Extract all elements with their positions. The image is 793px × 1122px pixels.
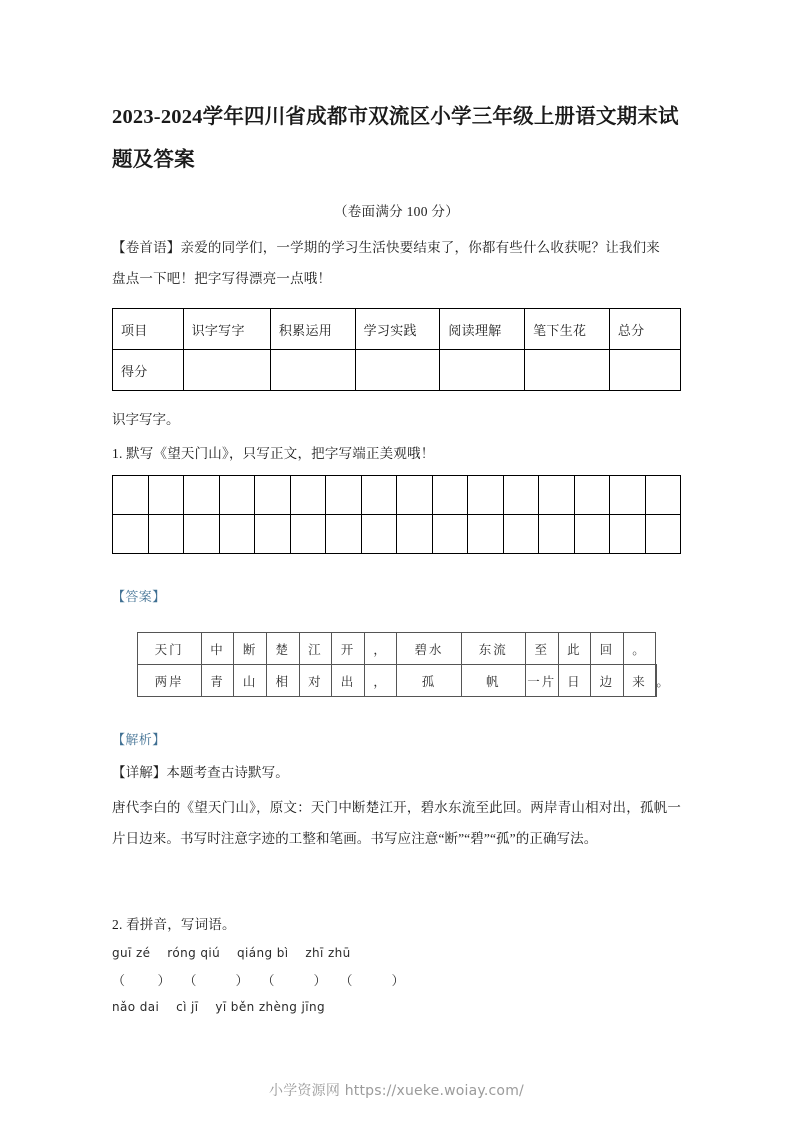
answer-label: 【答案】 [112, 589, 166, 604]
poem-grid-row [137, 665, 656, 697]
blank-grid-cell[interactable] [503, 476, 539, 515]
poem-grid-cell: ， [364, 665, 397, 697]
blank-grid-cell[interactable] [397, 476, 433, 515]
poem-grid-cell: 回 [591, 633, 624, 665]
blank-grid-cell[interactable] [184, 515, 220, 554]
blank-grid-cell[interactable] [539, 476, 575, 515]
blank-grid-cell[interactable] [645, 515, 681, 554]
poem-grid-cell: 两岸 [137, 665, 201, 697]
poem-grid-cell: 日 [558, 665, 591, 697]
watermark-url: https://xueke.woiay.com/ [344, 1083, 524, 1099]
blank-grid-cell[interactable] [468, 515, 504, 554]
question-2-pinyin-row2: nǎo dai cì jī yī běn zhèng jīng [112, 1000, 326, 1014]
table-row-scores [113, 350, 681, 391]
question-2-block [112, 910, 681, 1021]
poem-grid-cell: 东流 [461, 633, 525, 665]
blank-grid-cell[interactable] [610, 476, 646, 515]
score-header-c: 学习实践 [355, 309, 440, 350]
footer-watermark [0, 1080, 793, 1100]
score-header-b: 积累运用 [270, 309, 355, 350]
answer-writing-grid[interactable] [112, 475, 681, 554]
watermark-site-name: 小学资源网 [269, 1083, 341, 1099]
poem-grid-cell: 山 [234, 665, 267, 697]
blank-grid-cell[interactable] [326, 515, 362, 554]
blank-grid-cell[interactable] [255, 515, 291, 554]
poem-grid-cell: 开 [332, 633, 365, 665]
poem-grid-cell: 对 [299, 665, 332, 697]
question-2-pinyin-row1: guī zé róng qiú qiáng bì zhī zhū [112, 946, 351, 960]
blank-grid-cell[interactable] [361, 515, 397, 554]
score-header-a: 识字写字 [183, 309, 270, 350]
poem-grid-cell: 相 [266, 665, 299, 697]
blank-grid-cell[interactable] [148, 476, 184, 515]
poem-answer-container [112, 632, 681, 697]
blank-grid-cell[interactable] [290, 476, 326, 515]
question-2-answer-parens[interactable]: （ ） （ ） （ ） （ ） [112, 973, 405, 988]
score-cell-d[interactable] [440, 350, 525, 391]
poem-grid-cell: 楚 [266, 633, 299, 665]
poem-grid-cell: 至 [525, 633, 558, 665]
blank-grid-cell[interactable] [645, 476, 681, 515]
score-cell-e[interactable] [525, 350, 610, 391]
score-cell-c[interactable] [355, 350, 440, 391]
blank-grid-cell[interactable] [184, 476, 220, 515]
poem-grid-cell: 一片 [525, 665, 558, 697]
poem-grid-cell: ， [364, 633, 397, 665]
poem-grid-cell: 来 [623, 665, 656, 697]
poem-grid-cell: 碧水 [397, 633, 461, 665]
blank-grid-cell[interactable] [503, 515, 539, 554]
poem-grid-cell: 青 [201, 665, 234, 697]
question-2-number: 2. [112, 917, 123, 932]
table-row-headers [113, 309, 681, 350]
poem-grid-cell: 帆 [461, 665, 525, 697]
question-2-text [112, 910, 681, 940]
blank-grid-cell[interactable] [113, 476, 149, 515]
page-title: 2023-2024学年四川省成都市双流区小学三年级上册语文期末试题及答案 [112, 106, 679, 171]
blank-grid-cell[interactable] [361, 476, 397, 515]
score-row-label: 得分 [113, 350, 184, 391]
score-cell-b[interactable] [270, 350, 355, 391]
section-heading: 识字写字。 [112, 412, 180, 427]
poem-grid-cell: 孤 [397, 665, 461, 697]
blank-grid-cell[interactable] [290, 515, 326, 554]
blank-grid-cell[interactable] [219, 515, 255, 554]
poem-grid-cell: 边 [591, 665, 624, 697]
poem-grid-cell: 。 [623, 633, 656, 665]
question-1-text [112, 439, 681, 469]
blank-grid-cell[interactable] [397, 515, 433, 554]
poem-answer-grid [137, 632, 671, 697]
score-header-total: 总分 [609, 309, 680, 350]
blank-grid-cell[interactable] [468, 476, 504, 515]
intro-paragraph-line2: 盘点一下吧！把字写得漂亮一点哦！ [112, 271, 332, 286]
poem-grid-cell: 出 [332, 665, 365, 697]
blank-grid-cell[interactable] [219, 476, 255, 515]
blank-grid-cell[interactable] [432, 515, 468, 554]
analysis-detail-body: 唐代李白的《望天门山》，原文：天门中断楚江开，碧水东流至此回。两岸青山相对出，孤帆一片日边来。书写时注意字迹的工整和笔画。书写应注意“断”“碧”“孤”的正确写法。 [112, 800, 681, 846]
blank-grid-cell[interactable] [574, 515, 610, 554]
blank-grid-cell[interactable] [326, 476, 362, 515]
question-1-body: 默写《望天门山》，只写正文，把字写端正美观哦！ [126, 446, 435, 461]
blank-grid-row [113, 476, 681, 515]
blank-grid-cell[interactable] [255, 476, 291, 515]
blank-grid-cell[interactable] [148, 515, 184, 554]
poem-grid-cell: 此 [558, 633, 591, 665]
poem-grid-cell: 天门 [137, 633, 201, 665]
question-2-body: 看拼音，写词语。 [126, 917, 236, 932]
blank-grid-cell[interactable] [113, 515, 149, 554]
score-header-item: 项目 [113, 309, 184, 350]
poem-grid-row [137, 633, 656, 665]
poem-grid-cell: 断 [234, 633, 267, 665]
blank-grid-cell[interactable] [610, 515, 646, 554]
intro-paragraph-line1: 【卷首语】亲爱的同学们，一学期的学习生活快要结束了，你都有些什么收获呢？让我们来 [112, 240, 660, 255]
score-header-e: 笔下生花 [525, 309, 610, 350]
exam-subtitle: （卷面满分 100 分） [333, 204, 460, 219]
analysis-detail-intro: 【详解】本题考查古诗默写。 [112, 765, 289, 780]
poem-grid-cell: 江 [299, 633, 332, 665]
score-cell-total[interactable] [609, 350, 680, 391]
blank-grid-cell[interactable] [539, 515, 575, 554]
blank-grid-row [113, 515, 681, 554]
blank-grid-cell[interactable] [432, 476, 468, 515]
analysis-label: 【解析】 [112, 732, 166, 747]
score-table [112, 308, 681, 391]
score-header-d: 阅读理解 [440, 309, 525, 350]
question-1-number: 1. [112, 446, 123, 461]
blank-grid-cell[interactable] [574, 476, 610, 515]
poem-grid-cell: 中 [201, 633, 234, 665]
score-cell-a[interactable] [183, 350, 270, 391]
